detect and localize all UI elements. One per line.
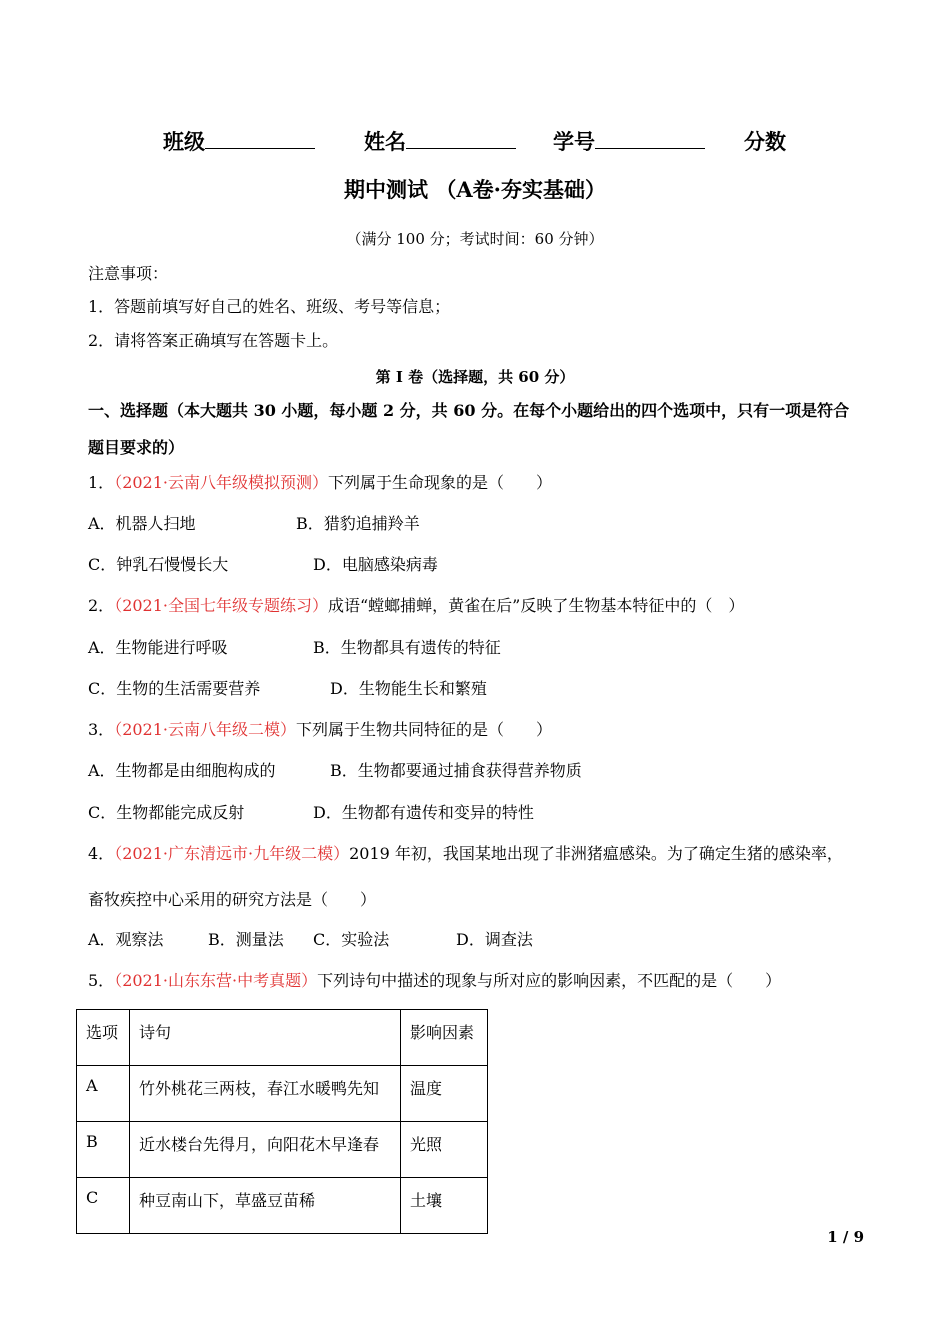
table-row — [77, 1066, 488, 1122]
question-stem: 下列诗句中描述的现象与所对应的影响因素，不匹配的是（ ） — [317, 971, 782, 990]
notes-heading: 注意事项： — [88, 264, 169, 283]
question-number: 5． — [88, 971, 115, 990]
table-cell: 种豆南山下，草盛豆苗稀 — [130, 1178, 401, 1234]
table-row — [77, 1122, 488, 1178]
table-cell: 近水楼台先得月，向阳花木早逢春 — [130, 1122, 401, 1178]
q4-option-d[interactable]: D．调查法 — [456, 930, 533, 949]
table-cell: 竹外桃花三两枝，春江水暖鸭先知 — [130, 1066, 401, 1122]
table-cell: 土壤 — [401, 1178, 488, 1234]
page-number: 1 / 9 — [827, 1228, 864, 1246]
q3-option-c[interactable]: C．生物都能完成反射 — [88, 803, 245, 822]
name-blank[interactable] — [406, 130, 516, 149]
table-cell: B — [77, 1122, 130, 1178]
question-source: （2021·云南八年级模拟预测） — [114, 473, 328, 492]
score-label: 分数 — [744, 129, 786, 154]
table-cell: 光照 — [401, 1122, 488, 1178]
q3-option-d[interactable]: D．生物都有遗传和变异的特性 — [313, 803, 534, 822]
question-stem: 下列属于生命现象的是（ ） — [328, 473, 553, 492]
student-id-label: 学号 — [553, 129, 595, 154]
table-cell: C — [77, 1178, 130, 1234]
question-number: 4． — [88, 844, 115, 863]
question-source: （2021·云南八年级二模） — [114, 720, 296, 739]
table-cell: A — [77, 1066, 130, 1122]
student-id-field[interactable] — [553, 126, 705, 156]
question-stem: 成语“螳螂捕蝉，黄雀在后”反映了生物基本特征中的（ ） — [328, 596, 745, 615]
question-source: （2021·广东清远市·九年级二模） — [114, 844, 350, 863]
question-4-stem-cont: 畜牧疾控中心采用的研究方法是（ ） — [88, 890, 377, 909]
note-item-2: 2．请将答案正确填写在答题卡上。 — [88, 331, 339, 350]
question-2 — [88, 596, 744, 616]
exam-title: 期中测试 （A卷·夯实基础） — [344, 177, 606, 202]
table-header-row — [77, 1010, 488, 1066]
q4-option-c[interactable]: C．实验法 — [313, 930, 390, 949]
q4-option-b[interactable]: B．测量法 — [208, 930, 284, 949]
question-3 — [88, 720, 552, 740]
section-title: 第 I 卷（选择题，共 60 分） — [375, 368, 575, 386]
question-1 — [88, 473, 552, 493]
q3-option-a[interactable]: A．生物都是由细胞构成的 — [88, 761, 276, 780]
q3-option-b[interactable]: B．生物都要通过捕食获得营养物质 — [330, 761, 582, 780]
class-field[interactable] — [163, 126, 315, 156]
question-5 — [88, 971, 781, 991]
question-number: 1． — [88, 473, 115, 492]
q1-option-a[interactable]: A．机器人扫地 — [88, 514, 196, 533]
table-header-cell: 影响因素 — [401, 1010, 488, 1066]
q4-option-a[interactable]: A．观察法 — [88, 930, 164, 949]
section-instruction: 一、选择题（本大题共 30 小题，每小题 2 分，共 60 分。在每个小题给出的四个选项中，只有一项是符合 — [88, 401, 850, 420]
q1-option-d[interactable]: D．电脑感染病毒 — [313, 555, 438, 574]
q1-option-c[interactable]: C．钟乳石慢慢长大 — [88, 555, 229, 574]
student-id-blank[interactable] — [595, 130, 705, 149]
q2-option-d[interactable]: D．生物能生长和繁殖 — [330, 679, 487, 698]
section-instruction-cont: 题目要求的） — [88, 438, 185, 457]
note-item-1: 1．答题前填写好自己的姓名、班级、考号等信息； — [88, 297, 451, 316]
question-number: 3． — [88, 720, 115, 739]
name-field[interactable] — [364, 126, 516, 156]
q2-option-b[interactable]: B．生物都具有遗传的特征 — [313, 638, 501, 657]
q1-option-b[interactable]: B．猎豹追捕羚羊 — [296, 514, 420, 533]
table-header-cell: 选项 — [77, 1010, 130, 1066]
name-label: 姓名 — [364, 129, 406, 154]
poem-factor-table — [76, 1009, 488, 1234]
q2-option-a[interactable]: A．生物能进行呼吸 — [88, 638, 228, 657]
question-source: （2021·全国七年级专题练习） — [114, 596, 328, 615]
exam-subtitle: （满分 100 分；考试时间：60 分钟） — [346, 230, 604, 248]
question-number: 2． — [88, 596, 115, 615]
table-row — [77, 1178, 488, 1234]
table-cell: 温度 — [401, 1066, 488, 1122]
class-blank[interactable] — [205, 130, 315, 149]
student-info-row — [0, 126, 950, 154]
question-stem: 2019 年初，我国某地出现了非洲猪瘟感染。为了确定生猪的感染率， — [349, 844, 843, 863]
class-label: 班级 — [163, 129, 205, 154]
table-header-cell: 诗句 — [130, 1010, 401, 1066]
question-stem: 下列属于生物共同特征的是（ ） — [296, 720, 553, 739]
question-4 — [88, 844, 843, 864]
q2-option-c[interactable]: C．生物的生活需要营养 — [88, 679, 261, 698]
question-source: （2021·山东东营·中考真题） — [114, 971, 318, 990]
